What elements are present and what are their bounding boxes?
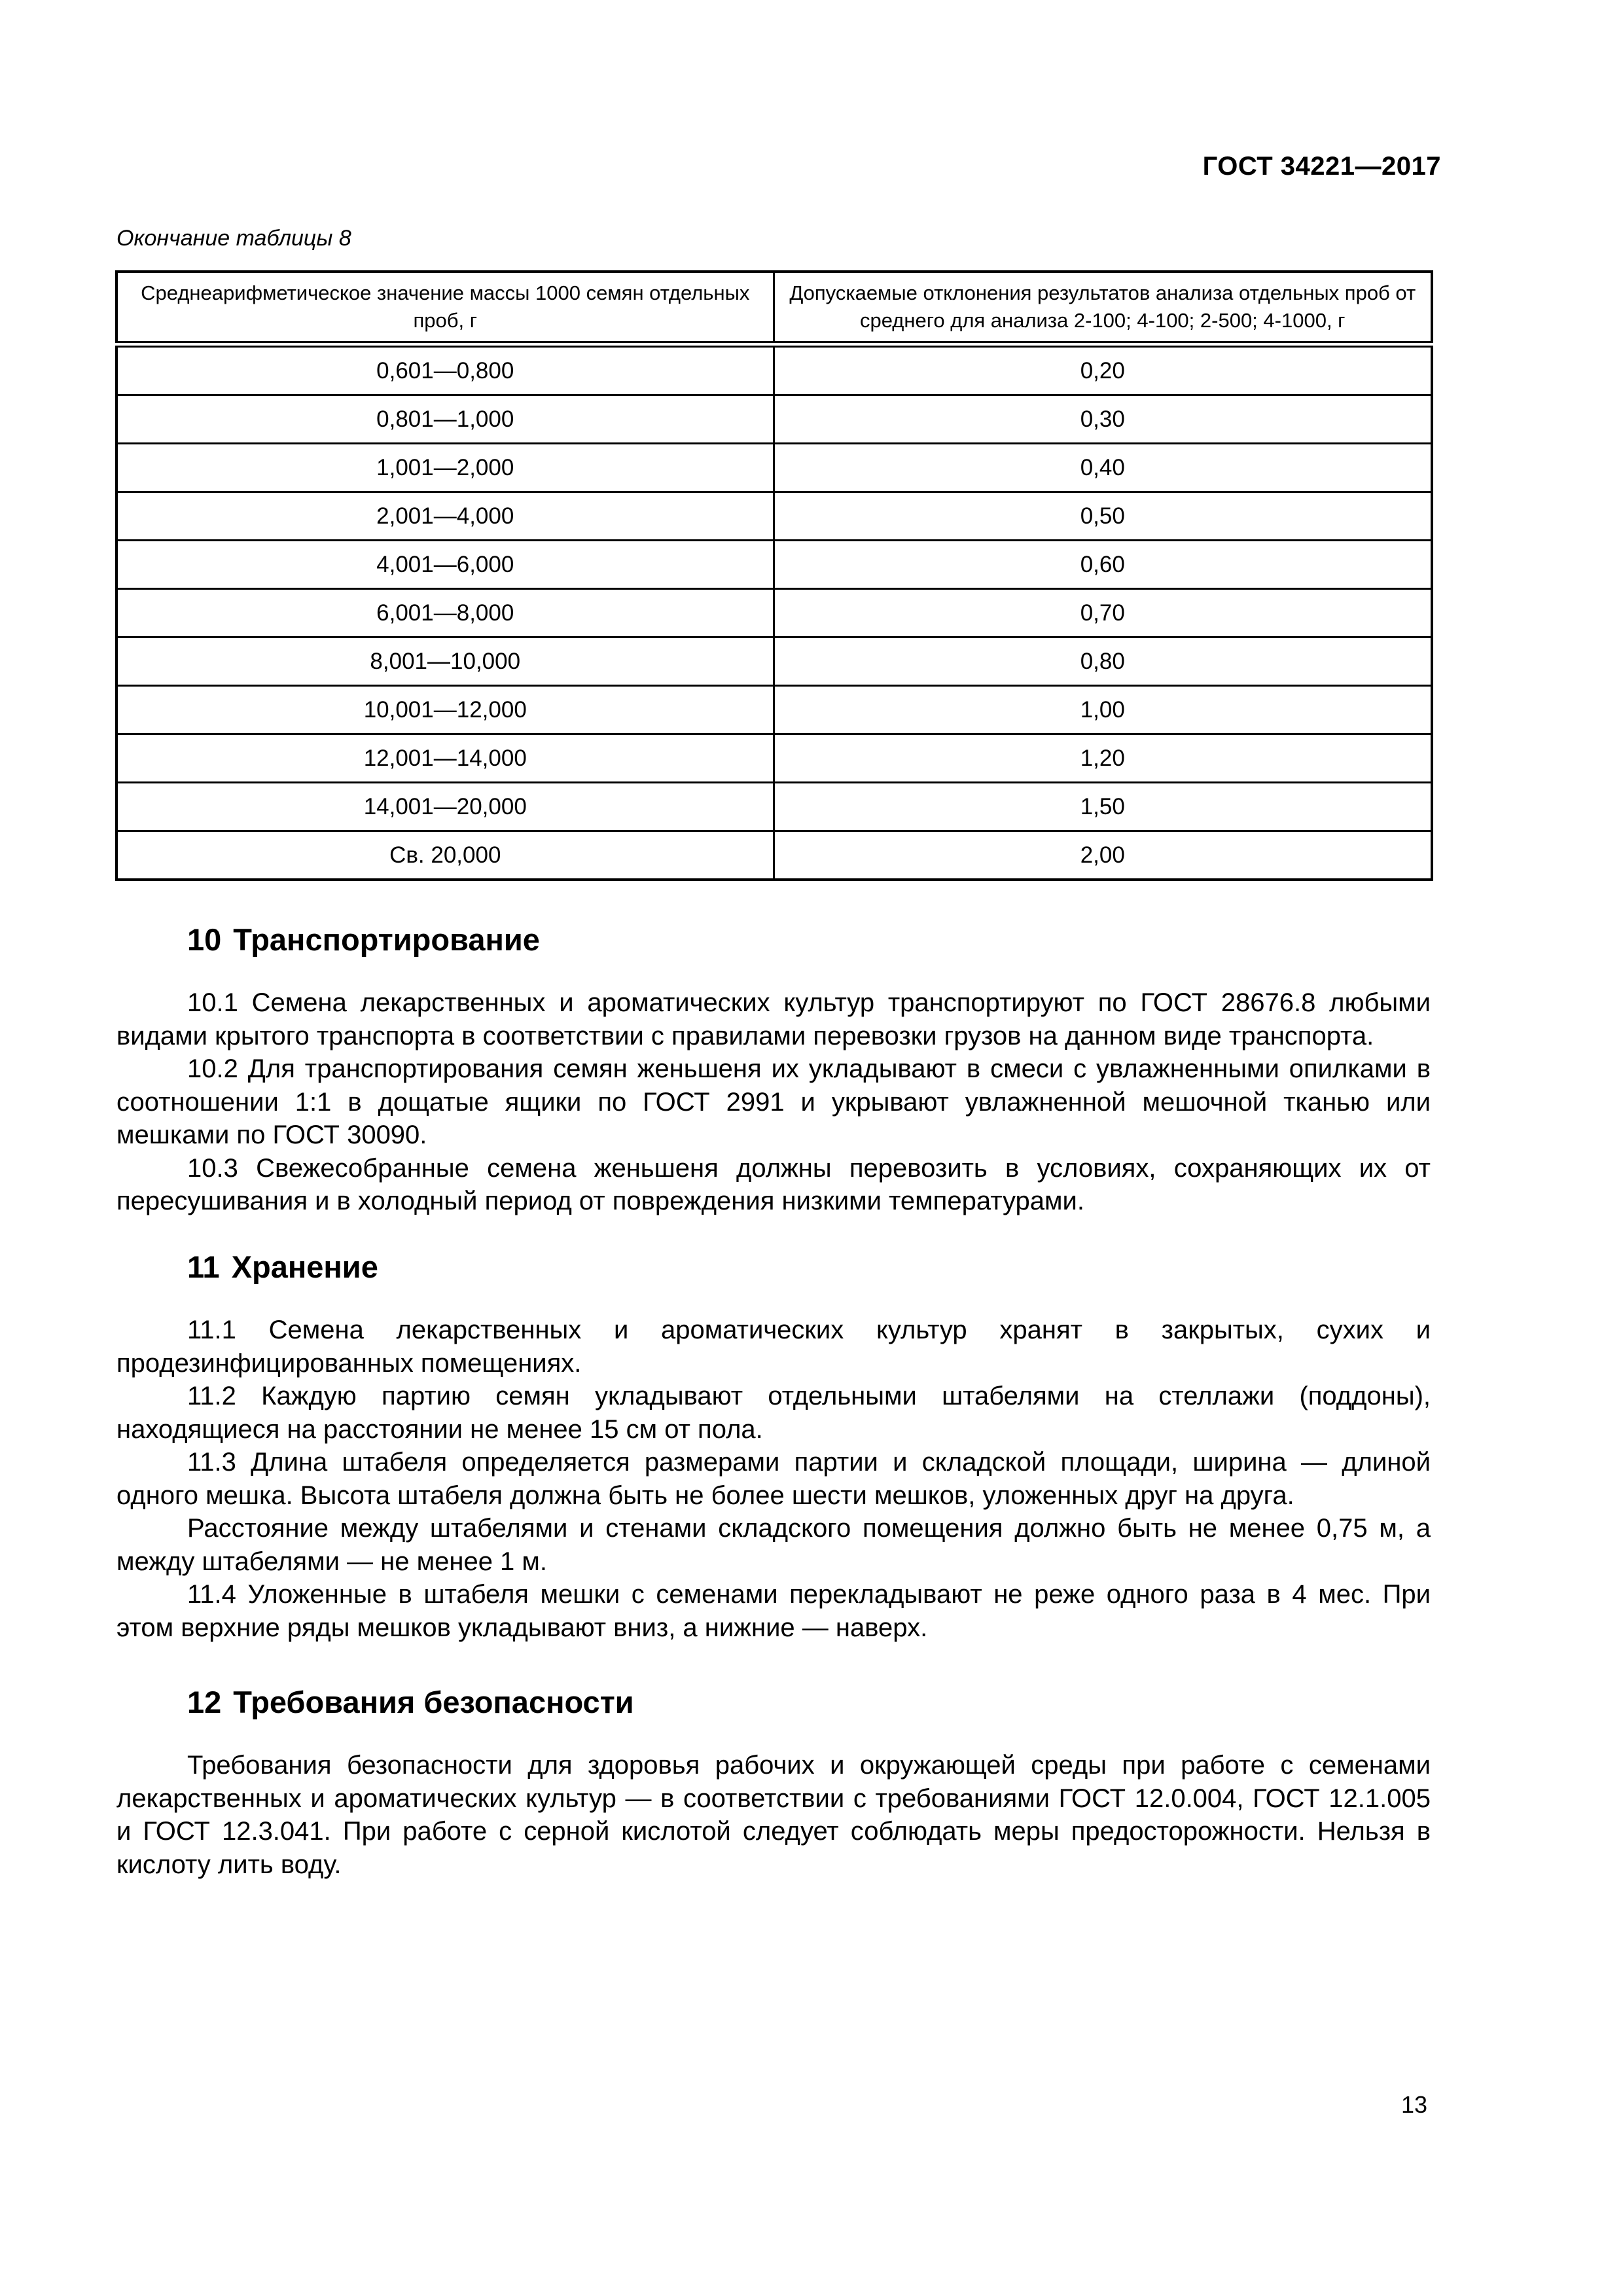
cell-mass-range: 1,001—2,000 <box>116 444 774 492</box>
paragraph: Расстояние между штабелями и стенами складского помещения должно быть не менее 0,75 м, а между штабелями — не менее 1 м. <box>116 1514 1431 1576</box>
section-title: Транспортирование <box>233 922 540 957</box>
cell-mass-range: 10,001—12,000 <box>116 686 774 734</box>
paragraph: 10.1 Семена лекарственных и ароматических культур транспортируют по ГОСТ 28676.8 любыми видами крытого транспорта в соответствии с правилами перевозки грузов на данном виде транспорта. <box>116 988 1431 1050</box>
cell-mass-range: 0,801—1,000 <box>116 395 774 444</box>
table-row <box>116 395 1432 444</box>
page-number: 13 <box>1401 2091 1428 2118</box>
section-number: 10 <box>187 922 222 957</box>
cell-tolerance: 0,20 <box>774 344 1432 395</box>
table-row <box>116 344 1432 395</box>
paragraph: 11.1 Семена лекарственных и ароматических культур хранят в закрытых, сухих и продезинфицированных помещениях. <box>116 1316 1431 1378</box>
section-number: 12 <box>187 1685 222 1719</box>
paragraph: 11.2 Каждую партию семян укладывают отдельными штабелями на стеллажи (поддоны), находящиеся на расстоянии не менее 15 см от пола. <box>116 1382 1431 1444</box>
column-header-mean-mass: Среднеарифметическое значение массы 1000 семян отдельных проб, г <box>116 272 774 344</box>
cell-mass-range: Св. 20,000 <box>116 831 774 880</box>
section-heading-safety <box>187 1684 634 1720</box>
paragraph: 10.2 Для транспортирования семян женьшеня их укладывают в смеси с увлажненными опилками в соотношении 1:1 в дощатые ящики по ГОСТ 2991 и укрывают увлажненной мешочной тканью или мешками по ГОСТ 30090. <box>116 1054 1431 1149</box>
table-row <box>116 492 1432 541</box>
table-caption: Окончание таблицы 8 <box>116 226 351 251</box>
table-header-row <box>116 272 1432 344</box>
cell-mass-range: 0,601—0,800 <box>116 344 774 395</box>
cell-mass-range: 8,001—10,000 <box>116 637 774 686</box>
section-heading-transportation <box>187 922 540 958</box>
cell-tolerance: 0,60 <box>774 541 1432 589</box>
cell-tolerance: 0,40 <box>774 444 1432 492</box>
column-header-tolerance: Допускаемые отклонения результатов анализа отдельных проб от среднего для анализа 2-100; 4-100; 2-500; 4-1000, г <box>774 272 1432 344</box>
section-body-storage <box>116 1314 1431 1644</box>
table-row <box>116 831 1432 880</box>
cell-tolerance: 0,80 <box>774 637 1432 686</box>
section-title: Хранение <box>231 1249 378 1284</box>
table-row <box>116 444 1432 492</box>
section-heading-storage <box>187 1249 378 1285</box>
cell-tolerance: 0,30 <box>774 395 1432 444</box>
cell-mass-range: 6,001—8,000 <box>116 589 774 637</box>
cell-tolerance: 1,20 <box>774 734 1432 783</box>
section-title: Требования безопасности <box>233 1685 634 1719</box>
cell-mass-range: 4,001—6,000 <box>116 541 774 589</box>
paragraph: 11.3 Длина штабеля определяется размерами партии и складской площади, ширина — длиной одного мешка. Высота штабеля должна быть не более шести мешков, уложенных друг на друга. <box>116 1448 1431 1510</box>
cell-mass-range: 12,001—14,000 <box>116 734 774 783</box>
table-row <box>116 783 1432 831</box>
cell-tolerance: 0,70 <box>774 589 1432 637</box>
cell-tolerance: 2,00 <box>774 831 1432 880</box>
section-body-safety <box>116 1749 1431 1881</box>
cell-tolerance: 0,50 <box>774 492 1432 541</box>
cell-tolerance: 1,50 <box>774 783 1432 831</box>
paragraph: Требования безопасности для здоровья рабочих и окружающей среды при работе с семенами лекарственных и ароматических культур — в соответствии с требованиями ГОСТ 12.0.004, ГОСТ 12.1.005 и ГОСТ 12.3.041. При работе с серной кислотой следует соблюдать меры предосторожности. Нельзя в кислоту лить воду. <box>116 1751 1431 1879</box>
document-code: ГОСТ 34221—2017 <box>1202 152 1441 181</box>
cell-mass-range: 14,001—20,000 <box>116 783 774 831</box>
cell-tolerance: 1,00 <box>774 686 1432 734</box>
table-row <box>116 589 1432 637</box>
seed-mass-tolerance-table <box>115 270 1433 881</box>
paragraph: 10.3 Свежесобранные семена женьшеня должны перевозить в условиях, сохраняющих их от пересушивания и в холодный период от повреждения низкими температурами. <box>116 1153 1431 1215</box>
paragraph: 11.4 Уложенные в штабеля мешки с семенами перекладывают не реже одного раза в 4 мес. При этом верхние ряды мешков укладывают вниз, а нижние — наверх. <box>116 1580 1431 1642</box>
cell-mass-range: 2,001—4,000 <box>116 492 774 541</box>
table-row <box>116 637 1432 686</box>
table-row <box>116 686 1432 734</box>
section-body-transportation <box>116 986 1431 1218</box>
table-row <box>116 541 1432 589</box>
section-number: 11 <box>187 1249 220 1284</box>
table-row <box>116 734 1432 783</box>
